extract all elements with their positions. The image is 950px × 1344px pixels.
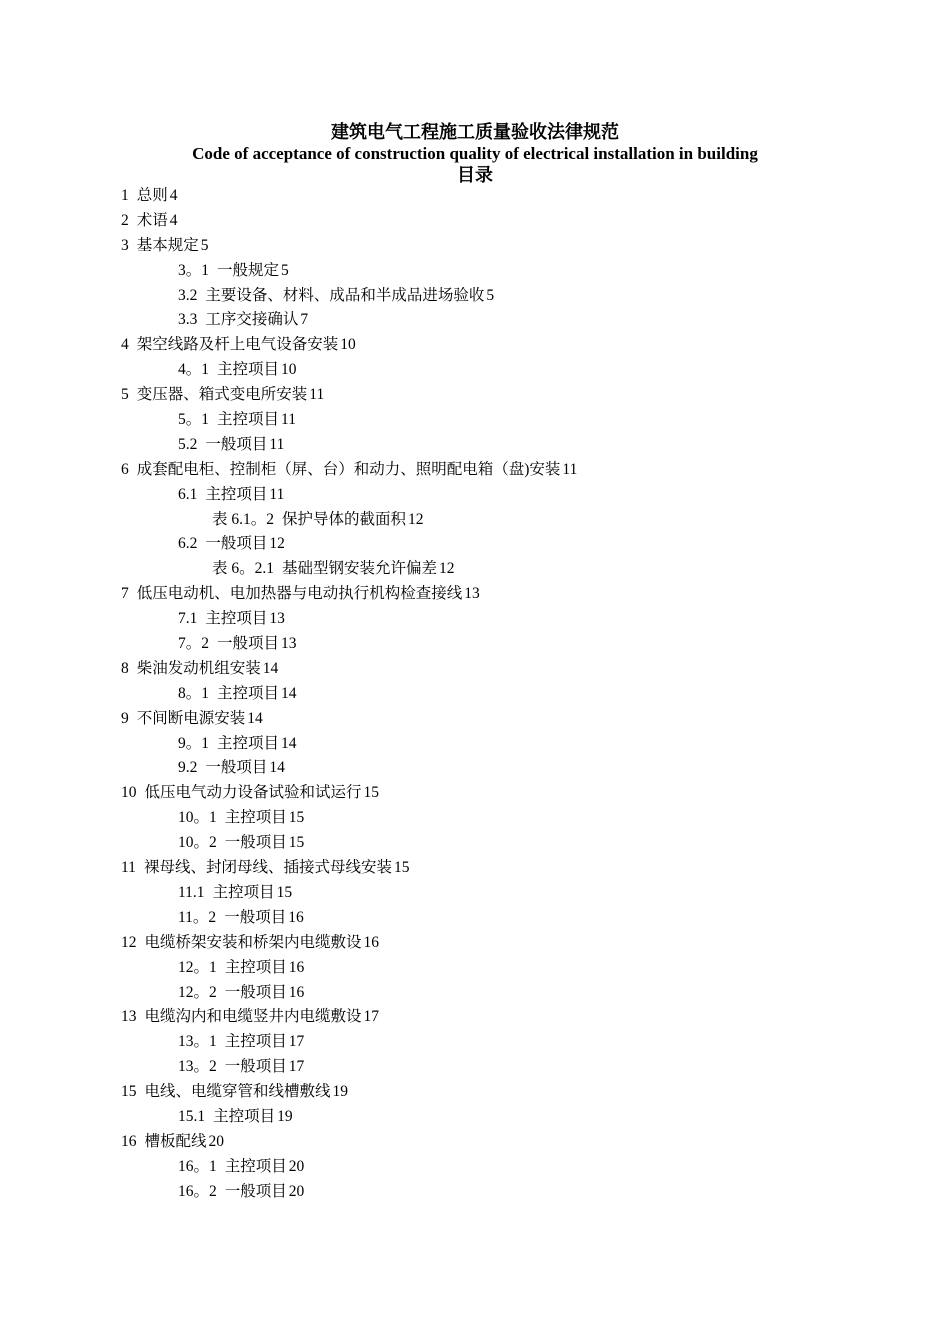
toc-entry-number: 1 [121,187,129,204]
toc-entry-number: 12。2 [178,983,217,1001]
toc-entry-number: 5 [121,386,129,404]
toc-entry-title: 裸母线、封闭母线、插接式母线安装 [143,859,392,877]
toc-entry-title: 主控项目 [217,361,280,379]
toc-entry-page: 11 [269,435,285,453]
toc-entry[interactable] [0,632,950,657]
toc-entry-title: 主控项目 [212,883,275,901]
toc-entry[interactable] [0,1055,950,1080]
toc-entry-page: 16 [288,983,305,1001]
toc-entry-page: 11 [281,411,296,429]
toc-entry[interactable] [0,806,950,831]
toc-entry[interactable] [0,1005,950,1030]
toc-entry-title: 成套配电柜、控制柜（屏、台）和动力、照明配电箱（盘)安装 [136,460,561,478]
toc-entry-number: 10。1 [178,809,217,827]
toc-entry-title: 主要设备、材料、成品和半成品进场验收 [205,286,485,304]
toc-entry-number: 7.1 [178,610,198,628]
toc-entry-page: 13 [464,585,480,603]
toc-entry-number: 8 [121,659,129,677]
toc-entry-page: 12 [408,510,424,528]
toc-entry-number: 6.1 [178,485,198,503]
toc-entry-number: 8。1 [178,684,210,702]
toc-entry[interactable] [0,981,950,1006]
toc-entry-number: 12。1 [178,958,217,976]
toc-entry[interactable] [0,831,950,856]
table-of-contents [0,184,950,1205]
toc-entry-title: 工序交接确认 [205,311,299,329]
toc-entry-number: 表 6.1。2 [212,510,275,528]
document-header [0,121,950,186]
toc-entry-page: 14 [269,759,285,777]
toc-entry-page: 20 [288,1182,305,1200]
toc-entry-number: 3。1 [178,261,210,279]
toc-entry-title: 电线、电缆穿管和线槽敷线 [144,1083,331,1101]
toc-entry[interactable] [0,657,950,682]
toc-entry-number: 15.1 [178,1107,206,1125]
toc-entry-page: 13 [281,635,297,653]
toc-entry-title: 主控项目 [217,411,280,429]
toc-entry-title: 总则 [136,187,168,204]
toc-entry[interactable] [0,308,950,333]
toc-entry-number: 13。1 [178,1033,217,1051]
toc-entry[interactable] [0,184,950,209]
toc-entry-title: 架空线路及杆上电气设备安装 [136,336,339,354]
toc-entry-title: 主控项目 [205,485,268,503]
toc-entry-title: 基础型钢安装允许偏差 [282,560,438,578]
toc-entry-number: 7 [121,585,129,603]
toc-entry-page: 15 [276,883,293,901]
toc-entry-title: 一般项目 [217,635,280,653]
toc-entry-title: 不间断电源安装 [136,709,246,727]
toc-entry-page: 10 [340,336,356,354]
toc-entry-page: 15 [288,809,305,827]
toc-entry-page: 15 [363,784,380,802]
toc-entry-number: 5.2 [178,435,198,453]
toc-entry[interactable] [0,458,950,483]
toc-entry-page: 11 [269,485,285,503]
document-title: 建筑电气工程施工质量验收法律规范 [331,122,619,142]
toc-entry-page: 19 [277,1107,293,1125]
toc-entry-number: 3.2 [178,286,198,304]
toc-entry-page: 16 [288,908,304,926]
toc-entry-title: 术语 [136,211,168,229]
toc-entry-title: 电缆沟内和电缆竖井内电缆敷设 [144,1008,362,1026]
toc-entry-number: 6.2 [178,535,198,553]
toc-entry-page: 14 [281,684,297,702]
toc-entry-number: 16 [121,1132,137,1150]
toc-entry[interactable] [0,483,950,508]
toc-entry-title: 槽板配线 [144,1132,207,1150]
toc-entry-page: 20 [288,1157,305,1175]
toc-entry[interactable] [0,508,950,533]
toc-entry-title: 一般项目 [205,759,268,777]
toc-entry[interactable] [0,557,950,582]
document-subtitle-english: Code of acceptance of construction quality of electrical installation in building [192,144,758,163]
toc-entry-title: 柴油发动机组安装 [136,659,261,677]
toc-entry-title: 主控项目 [224,809,287,827]
toc-entry[interactable] [0,532,950,557]
toc-entry-number: 10 [121,784,137,802]
toc-entry-page: 17 [288,1058,305,1076]
toc-entry-title: 低压电气动力设备试验和试运行 [144,784,362,802]
toc-entry-title: 电缆桥架安装和桥架内电缆敷设 [144,933,362,951]
toc-entry-number: 10。2 [178,834,217,852]
toc-entry[interactable] [0,1155,950,1180]
toc-entry-number: 13。2 [178,1058,217,1076]
toc-entry-page: 5 [486,286,495,304]
toc-entry-title: 一般项目 [224,1058,287,1076]
toc-entry[interactable] [0,259,950,284]
toc-entry-title: 主控项目 [224,1033,287,1051]
toc-entry-number: 9 [121,709,129,727]
toc-entry-page: 7 [300,311,309,329]
toc-entry[interactable] [0,284,950,309]
toc-entry[interactable] [0,607,950,632]
toc-entry-number: 3.3 [178,311,198,329]
toc-entry-number: 5。1 [178,411,210,429]
toc-entry-title: 低压电动机、电加热器与电动执行机构检查接线 [136,585,463,603]
toc-entry-number: 2 [121,211,129,229]
toc-entry-number: 13 [121,1008,137,1026]
toc-entry-page: 15 [288,834,305,852]
toc-entry[interactable] [0,1130,950,1155]
toc-entry-number: 4 [121,336,129,354]
toc-entry-page: 11 [309,386,325,404]
toc-entry[interactable] [0,1030,950,1055]
toc-entry-title: 主控项目 [217,734,280,752]
toc-entry[interactable] [0,582,950,607]
toc-entry-title: 变压器、箱式变电所安装 [136,386,308,404]
toc-entry-number: 11.1 [178,883,205,901]
toc-entry-number: 6 [121,460,129,478]
toc-entry[interactable] [0,682,950,707]
toc-entry-page: 16 [288,958,305,976]
toc-entry-title: 主控项目 [224,958,287,976]
toc-entry-number: 9.2 [178,759,198,777]
toc-entry-page: 16 [363,933,380,951]
toc-entry[interactable] [0,707,950,732]
toc-entry-page: 10 [281,361,297,379]
toc-entry-number: 4。1 [178,361,210,379]
toc-entry-title: 主控项目 [205,610,268,628]
toc-entry-title: 一般项目 [205,435,268,453]
toc-entry-page: 5 [200,236,209,254]
toc-entry-title: 一般项目 [224,983,287,1001]
toc-entry[interactable] [0,956,950,981]
toc-entry-page: 17 [288,1033,305,1051]
toc-entry-page: 14 [281,734,297,752]
toc-entry-number: 16。2 [178,1182,217,1200]
toc-entry-page: 5 [281,261,289,279]
toc-entry[interactable] [0,358,950,383]
toc-entry-page: 17 [363,1008,380,1026]
toc-entry[interactable] [0,732,950,757]
toc-entry-title: 一般项目 [205,535,268,553]
toc-entry[interactable] [0,234,950,259]
toc-entry-number: 15 [121,1083,137,1101]
toc-entry-page: 14 [262,659,279,677]
toc-entry[interactable] [0,881,950,906]
toc-entry-page: 12 [439,560,455,578]
toc-entry-title: 一般规定 [217,261,280,279]
toc-entry-number: 11 [121,859,136,877]
toc-entry-page: 19 [332,1083,349,1101]
toc-entry[interactable] [0,856,950,881]
toc-entry[interactable] [0,408,950,433]
toc-entry[interactable] [0,1180,950,1205]
toc-entry-number: 11。2 [178,908,217,926]
toc-entry-page: 4 [169,211,178,229]
toc-entry-title: 基本规定 [136,236,199,254]
toc-entry-page: 11 [562,460,578,478]
toc-entry-page: 15 [393,859,410,877]
toc-entry[interactable] [0,906,950,931]
toc-entry[interactable] [0,1080,950,1105]
toc-heading: 目录 [457,165,493,185]
toc-entry-title: 一般项目 [224,908,287,926]
toc-entry-number: 12 [121,933,137,951]
toc-entry-number: 表 6。2.1 [212,560,275,578]
toc-entry-page: 12 [269,535,285,553]
toc-entry-page: 14 [247,709,263,727]
toc-entry-page: 20 [208,1132,225,1150]
toc-entry-number: 3 [121,236,129,254]
toc-entry-number: 9。1 [178,734,210,752]
toc-entry-title: 保护导体的截面积 [282,510,407,528]
toc-entry[interactable] [0,781,950,806]
toc-entry-title: 主控项目 [224,1157,287,1175]
toc-entry-title: 一般项目 [224,834,287,852]
toc-entry[interactable] [0,756,950,781]
toc-entry[interactable] [0,1105,950,1130]
toc-entry[interactable] [0,383,950,408]
toc-entry-title: 主控项目 [217,684,280,702]
toc-entry-number: 16。1 [178,1157,217,1175]
toc-entry[interactable] [0,931,950,956]
toc-entry-page: 4 [169,187,178,204]
toc-entry-title: 一般项目 [224,1182,287,1200]
toc-entry[interactable] [0,333,950,358]
toc-entry-title: 主控项目 [213,1107,276,1125]
toc-entry-page: 13 [269,610,285,628]
toc-entry[interactable] [0,209,950,234]
toc-entry[interactable] [0,433,950,458]
toc-entry-number: 7。2 [178,635,210,653]
